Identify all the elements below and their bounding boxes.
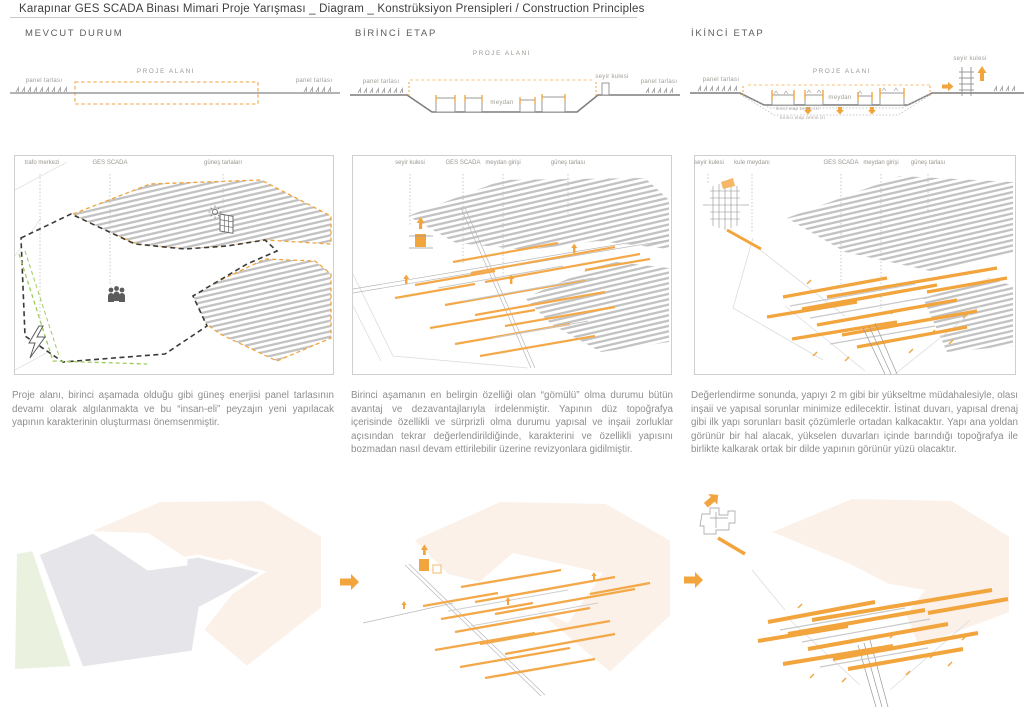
axon-box-stage2 xyxy=(694,155,1016,375)
tower-base-strip xyxy=(718,538,745,554)
tower-label: seyir kulesi xyxy=(395,160,425,166)
section-diagram-existing xyxy=(10,62,340,120)
axon-box-existing xyxy=(14,155,334,375)
panel-ticks-right xyxy=(304,88,331,93)
ground-profile xyxy=(690,93,1024,105)
panel-field-label-left: panel tarlası xyxy=(702,77,740,83)
viewing-tower-outline xyxy=(700,508,735,534)
panel-field-label-left: panel tarlası xyxy=(362,79,400,85)
viewing-tower xyxy=(602,83,609,95)
panel-field-bottom xyxy=(525,261,669,352)
axon-box-stage1 xyxy=(352,155,672,375)
column-heading-existing: MEVCUT DURUM xyxy=(25,28,124,39)
meydan-label: meydan xyxy=(828,95,852,101)
solar-field-label: güneş tarlası xyxy=(550,160,586,166)
solar-field-label: güneş tarlası xyxy=(910,160,946,166)
title-divider xyxy=(10,17,637,18)
panel-field-label-left: panel tarlası xyxy=(25,78,63,84)
project-area-label: PROJE ALANI xyxy=(812,68,872,75)
people-icon xyxy=(108,286,125,302)
tower-label: seyir kulesi xyxy=(694,160,724,166)
panel-ticks-left xyxy=(16,88,67,93)
section-diagram-stage1 xyxy=(350,50,680,122)
column-heading-stage1: BİRİNCİ ETAP xyxy=(355,28,437,39)
tower-arrow-icon xyxy=(701,489,722,510)
panel-ticks-right xyxy=(994,87,1015,92)
stage1-ground-trace-label: birinci etap zemin izi xyxy=(780,115,825,120)
panel-field-label-right: panel tarlası xyxy=(295,78,333,84)
small-up-arrows xyxy=(403,244,577,285)
ground-profile xyxy=(350,95,680,112)
site-outline-faint xyxy=(353,274,528,368)
tower-top-flag xyxy=(721,178,735,189)
tower-label: seyir kulesi xyxy=(953,56,987,62)
bottom-diagram-stage1 xyxy=(363,483,688,713)
paragraph-existing: Proje alanı, birinci aşamada olduğu gibi güneş enerjisi panel tarlasının devamı olarak algılanmakta ve bu “insan-eli” peyzajın yeni yapılacak yapının karakterinin oluşturması önemsenmiştir. xyxy=(12,390,334,429)
paragraph-stage1: Birinci aşamanın en belirgin özelliği olan “gömülü” olma durumu bütün avantaj ve dezavantajlarıyla irdelenmiştir. Yapının düz topoğrafya içerisinde özellikli ve sürprizli olma durumu yapısal ve inşaii zorluklar açısından tekrar değerlendirildiğinde, karakterini ve özellikli yapısını bozmadan nasıl devam ettirilebilir üzerine revizyonlara gidilmiştir. xyxy=(351,390,673,456)
axon-drawing-stage2 xyxy=(695,156,1015,374)
panel-field-top xyxy=(408,178,669,250)
column-heading-stage2: İKİNCİ ETAP xyxy=(691,28,765,39)
tower-base-strip xyxy=(727,230,761,249)
page-title: Karapınar GES SCADA Binası Mimari Proje Yarışması _ Diagram _ Konstrüksiyon Prensipleri / Construction Principles xyxy=(19,3,645,15)
panel-ticks-left xyxy=(698,87,737,92)
axon-drawing-stage1 xyxy=(353,156,671,374)
viewing-tower-structure xyxy=(703,182,749,230)
project-area-label: PROJE ALANI xyxy=(136,68,196,75)
viewing-tower-tall xyxy=(959,67,974,96)
section-diagram-stage2 xyxy=(690,48,1024,132)
bottom-diagram-existing xyxy=(0,480,345,717)
stage2-ground-trace-label: ikinci etap zemin izi xyxy=(776,106,819,111)
project-area-label: PROJE ALANI xyxy=(472,50,532,57)
solar-fields-label: güneş tarlaları xyxy=(203,160,243,166)
tower-right-arrow-icon xyxy=(942,82,954,91)
panel-field-label-right: panel tarlası xyxy=(640,79,678,85)
meydan-label: meydan xyxy=(490,100,514,106)
tower-up-arrow-icon xyxy=(977,66,986,81)
paragraph-stage2: Değerlendirme sonunda, yapıyı 2 m gibi bir yükseltme müdahalesiyle, olası inşaii ve yapısal sorunlar minimize edilecektir. İstinat duvarı, yapısal drenaj gibi ilk yapı sorunları basit çözümlerle ortadan kalkacaktır. Yapı ana yoldan görünür bir hal alacak, yükselen duvarları içinde barındığı topoğrafya ile birlikte kalkarak ortak bir dilde yapının görünür yüzü olacaktır. xyxy=(691,390,1018,456)
tower-square-label: kule meydanı xyxy=(734,160,770,166)
panel-field-top xyxy=(787,176,1013,272)
axon-drawing-existing xyxy=(15,156,333,374)
stage-arrow-1-icon xyxy=(340,574,360,595)
scada-label: GES SCADA xyxy=(445,160,481,166)
scada-label: GES SCADA xyxy=(92,160,128,166)
square-entry-label: meydan girişi xyxy=(863,160,899,166)
panel-ticks-left xyxy=(358,89,403,94)
panel-ticks-right xyxy=(646,89,673,94)
trafo-label: trafo merkezi xyxy=(24,160,60,166)
bottom-diagram-stage2 xyxy=(690,470,1024,717)
square-entry-label: meydan girişi xyxy=(485,160,521,166)
tower-label: seyir kulesi xyxy=(595,74,629,80)
section-drawing-stage1 xyxy=(350,50,680,122)
scada-label: GES SCADA xyxy=(823,160,859,166)
